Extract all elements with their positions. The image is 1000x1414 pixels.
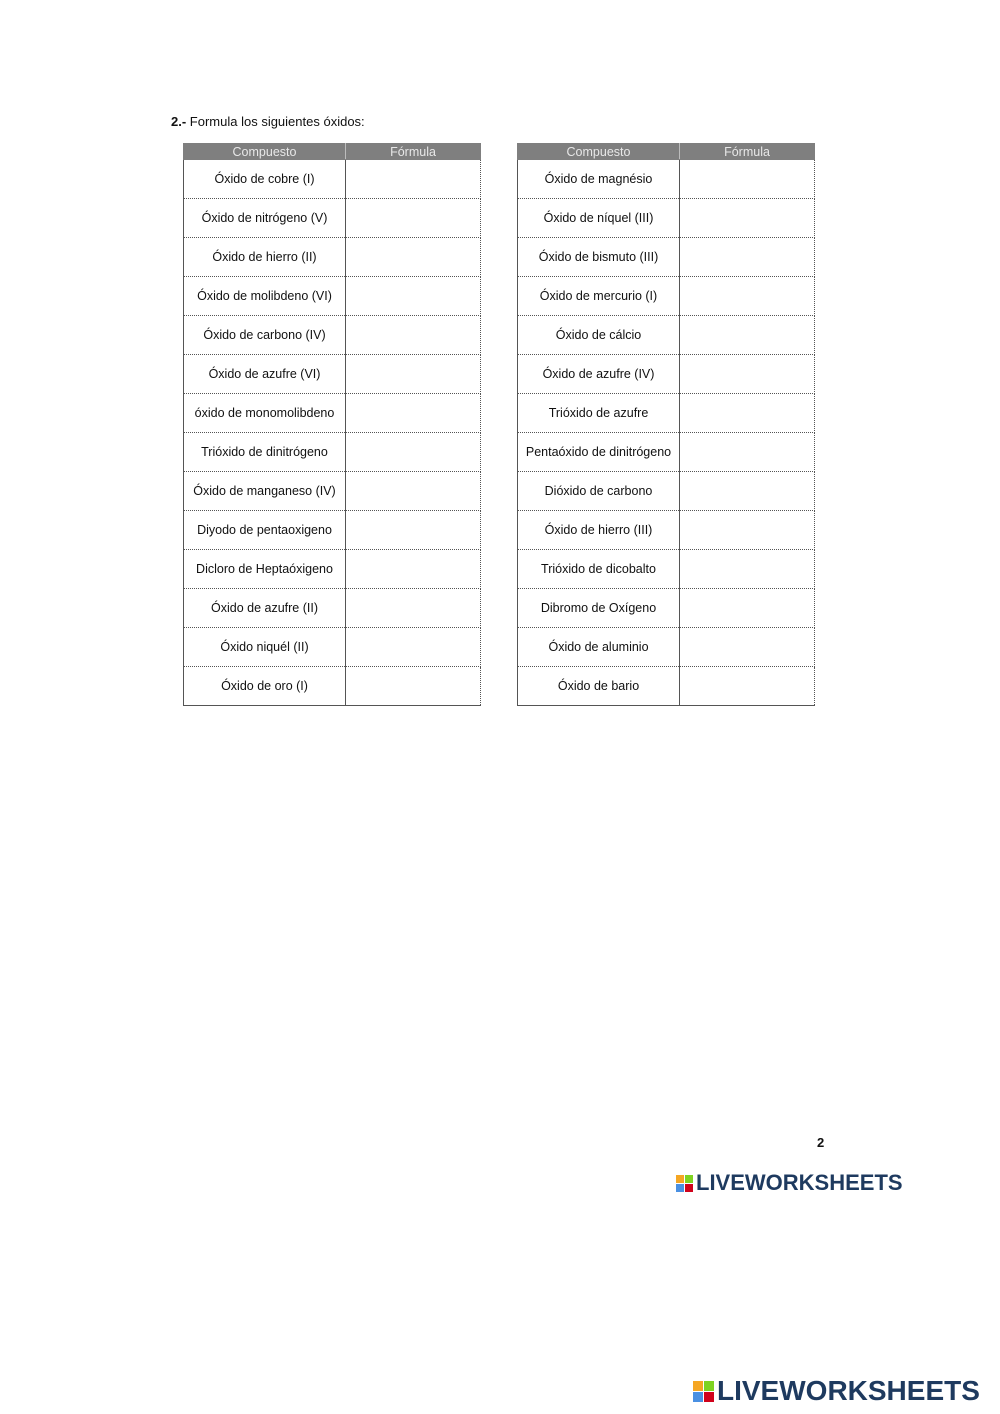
liveworksheets-logo-text: LIVEWORKSHEETS [717, 1375, 980, 1406]
formula-answer-cell[interactable] [346, 394, 481, 433]
compound-name: Óxido de azufre (II) [184, 589, 346, 628]
compound-name: Óxido de nitrógeno (V) [184, 199, 346, 238]
compound-name: Óxido de aluminio [518, 628, 680, 667]
liveworksheets-logo-icon [693, 1381, 714, 1402]
compound-name: Óxido de magnésio [518, 160, 680, 199]
compound-name: Óxido de bismuto (III) [518, 238, 680, 277]
compound-name: Óxido de azufre (VI) [184, 355, 346, 394]
formula-answer-cell[interactable] [346, 160, 481, 199]
formula-answer-cell[interactable] [680, 316, 815, 355]
formula-answer-cell[interactable] [346, 667, 481, 706]
formula-answer-cell[interactable] [346, 628, 481, 667]
formula-answer-cell[interactable] [346, 550, 481, 589]
formula-answer-cell[interactable] [346, 511, 481, 550]
header-compound: Compuesto [184, 144, 346, 160]
table-row [184, 511, 481, 550]
table-row [184, 589, 481, 628]
table-row [184, 199, 481, 238]
formula-answer-cell[interactable] [680, 199, 815, 238]
compound-name: Diyodo de pentaoxigeno [184, 511, 346, 550]
formula-answer-cell[interactable] [680, 667, 815, 706]
page-number: 2 [817, 1135, 825, 1150]
table-row [184, 160, 481, 199]
table-row [518, 238, 815, 277]
oxides-table-right [517, 143, 815, 706]
formula-answer-cell[interactable] [680, 394, 815, 433]
compound-name: Óxido de azufre (IV) [518, 355, 680, 394]
table-row [518, 433, 815, 472]
liveworksheets-footer-logo [693, 1375, 980, 1407]
compound-name: Óxido de oro (I) [184, 667, 346, 706]
formula-answer-cell[interactable] [680, 433, 815, 472]
table-row [184, 550, 481, 589]
compound-name: Dibromo de Oxígeno [518, 589, 680, 628]
compound-name: Óxido de hierro (II) [184, 238, 346, 277]
table-row [518, 355, 815, 394]
header-compound: Compuesto [518, 144, 680, 160]
compound-name: Óxido de cobre (I) [184, 160, 346, 199]
formula-answer-cell[interactable] [680, 355, 815, 394]
formula-answer-cell[interactable] [346, 199, 481, 238]
compound-name: Trióxido de dicobalto [518, 550, 680, 589]
formula-answer-cell[interactable] [680, 628, 815, 667]
liveworksheets-logo-icon [676, 1175, 693, 1192]
formula-answer-cell[interactable] [346, 589, 481, 628]
table-row [518, 667, 815, 706]
table-row [184, 667, 481, 706]
compound-name: Trióxido de azufre [518, 394, 680, 433]
compound-name: Óxido de bario [518, 667, 680, 706]
table-row [518, 550, 815, 589]
formula-answer-cell[interactable] [680, 589, 815, 628]
table-row [518, 511, 815, 550]
formula-answer-cell[interactable] [680, 160, 815, 199]
table-row [184, 472, 481, 511]
compound-name: Pentaóxido de dinitrógeno [518, 433, 680, 472]
oxides-table-left [183, 143, 481, 706]
formula-answer-cell[interactable] [346, 238, 481, 277]
logo-square-3 [676, 1184, 684, 1192]
table-row [184, 238, 481, 277]
liveworksheets-logo-text: LIVEWORKSHEETS [696, 1170, 903, 1195]
header-formula: Fórmula [346, 144, 481, 160]
table-row [518, 628, 815, 667]
formula-answer-cell[interactable] [346, 277, 481, 316]
compound-name: Dióxido de carbono [518, 472, 680, 511]
exercise-instruction: Formula los siguientes óxidos: [189, 114, 365, 129]
logo-square-4 [704, 1392, 714, 1402]
compound-name: Óxido niquél (II) [184, 628, 346, 667]
compound-name: Óxido de cálcio [518, 316, 680, 355]
table-row [518, 589, 815, 628]
table-row [518, 316, 815, 355]
oxides-table-left-body [184, 160, 481, 706]
table-row [184, 316, 481, 355]
table-row [184, 628, 481, 667]
logo-square-3 [693, 1392, 703, 1402]
compound-name: Óxido de molibdeno (VI) [184, 277, 346, 316]
formula-answer-cell[interactable] [680, 472, 815, 511]
compound-name: Dicloro de Heptaóxigeno [184, 550, 346, 589]
formula-answer-cell[interactable] [346, 355, 481, 394]
compound-name: Óxido de mercurio (I) [518, 277, 680, 316]
formula-answer-cell[interactable] [346, 433, 481, 472]
logo-square-2 [704, 1381, 714, 1391]
formula-answer-cell[interactable] [346, 472, 481, 511]
exercise-title [171, 114, 365, 129]
formula-answer-cell[interactable] [680, 550, 815, 589]
compound-name: Óxido de níquel (III) [518, 199, 680, 238]
table-row [184, 433, 481, 472]
table-row [184, 394, 481, 433]
table-row [518, 277, 815, 316]
table-row [518, 160, 815, 199]
formula-answer-cell[interactable] [346, 316, 481, 355]
table-row [184, 277, 481, 316]
compound-name: óxido de monomolibdeno [184, 394, 346, 433]
compound-name: Trióxido de dinitrógeno [184, 433, 346, 472]
oxides-table-right-body [518, 160, 815, 706]
logo-square-4 [685, 1184, 693, 1192]
table-row [518, 472, 815, 511]
table-row [518, 394, 815, 433]
compound-name: Óxido de hierro (III) [518, 511, 680, 550]
formula-answer-cell[interactable] [680, 511, 815, 550]
formula-answer-cell[interactable] [680, 238, 815, 277]
table-row [184, 355, 481, 394]
compound-name: Óxido de carbono (IV) [184, 316, 346, 355]
logo-square-1 [676, 1175, 684, 1183]
logo-square-2 [685, 1175, 693, 1183]
table-row [518, 199, 815, 238]
logo-square-1 [693, 1381, 703, 1391]
header-formula: Fórmula [680, 144, 815, 160]
compound-name: Óxido de manganeso (IV) [184, 472, 346, 511]
exercise-number: 2.- [171, 114, 187, 129]
liveworksheets-logo [676, 1170, 903, 1196]
formula-answer-cell[interactable] [680, 277, 815, 316]
